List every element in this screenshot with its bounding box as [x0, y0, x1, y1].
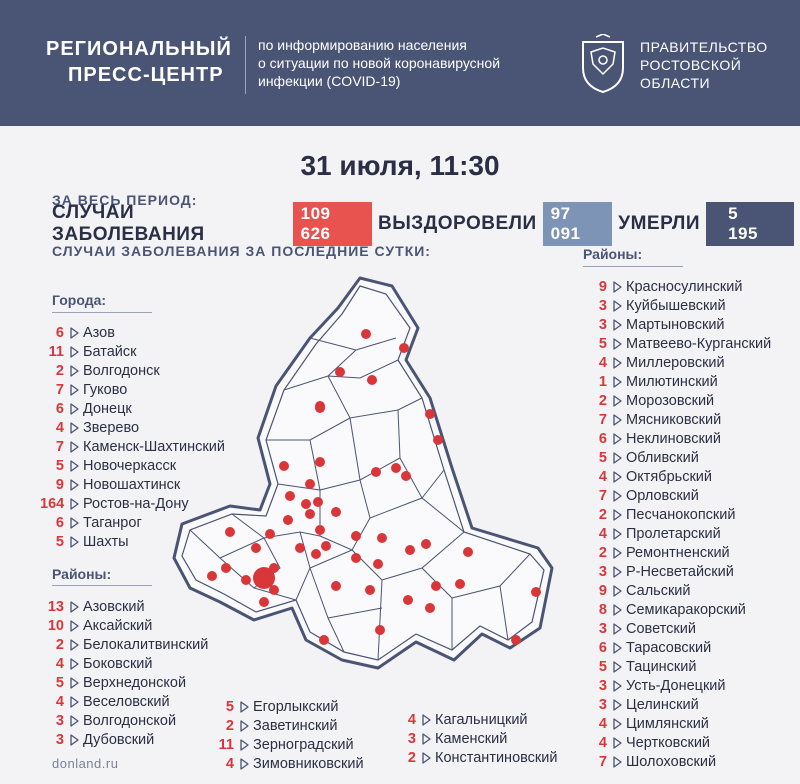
chevron-right-icon: [613, 490, 622, 502]
case-dot: [295, 543, 305, 553]
coat-of-arms-icon: [578, 34, 628, 94]
cities-underline: [52, 312, 152, 313]
case-dot: [399, 343, 409, 353]
district-row: [40, 730, 208, 749]
district-row: [583, 714, 771, 733]
chevron-right-icon: [70, 346, 79, 358]
chevron-right-icon: [613, 623, 622, 635]
case-count: 9: [598, 582, 607, 599]
place-name: Шолоховский: [626, 753, 717, 770]
case-count: 13: [47, 598, 64, 615]
place-name: Кагальницкий: [435, 711, 528, 728]
case-count: 7: [598, 753, 607, 770]
chevron-right-icon: [240, 720, 249, 732]
case-dot: [321, 541, 331, 551]
report-date: 31 июля, 11:30: [300, 150, 500, 181]
case-count: 2: [598, 392, 607, 409]
place-name: Октябрьский: [626, 468, 712, 485]
place-name: Усть-Донецкий: [626, 677, 726, 694]
chevron-right-icon: [613, 433, 622, 445]
districts-underline-right: [583, 266, 683, 267]
case-dot: [391, 463, 401, 473]
district-row: [583, 410, 771, 429]
place-name: Морозовский: [626, 392, 715, 409]
case-count: 4: [407, 711, 416, 728]
cases-value: 109 626: [293, 202, 372, 246]
died-value: 5 195: [706, 202, 794, 246]
case-count: 4: [598, 525, 607, 542]
chevron-right-icon: [613, 737, 622, 749]
totals-row: [52, 202, 800, 245]
district-row: [210, 716, 364, 735]
place-name: Матвеево-Курганский: [626, 335, 772, 352]
chevron-right-icon: [422, 714, 431, 726]
district-row: [583, 486, 771, 505]
district-row: [40, 711, 208, 730]
district-row: [583, 296, 771, 315]
place-name: Семикаракорский: [626, 601, 746, 618]
place-name: Орловский: [626, 487, 699, 504]
case-count: 7: [598, 487, 607, 504]
place-name: Донецк: [83, 400, 132, 417]
chevron-right-icon: [613, 547, 622, 559]
case-count: 4: [55, 655, 64, 672]
place-name: Веселовский: [83, 693, 170, 710]
districts-list-right: [583, 277, 771, 771]
place-name: Белокалитвинский: [83, 636, 209, 653]
chevron-right-icon: [70, 384, 79, 396]
case-dot: [207, 571, 217, 581]
case-dot: [425, 603, 435, 613]
chevron-right-icon: [613, 414, 622, 426]
chevron-right-icon: [613, 357, 622, 369]
case-count: 4: [55, 693, 64, 710]
district-row: [583, 543, 771, 562]
press-center-subtitle: ПРЕСС-ЦЕНТР: [68, 64, 224, 86]
case-dot: [331, 581, 341, 591]
case-count: 2: [598, 544, 607, 561]
chevron-right-icon: [70, 365, 79, 377]
districts-label-right: Районы:: [583, 246, 643, 262]
chevron-right-icon: [240, 739, 249, 751]
case-count: 2: [598, 506, 607, 523]
case-dot: [305, 479, 315, 489]
place-name: Волгодонск: [83, 362, 160, 379]
chevron-right-icon: [613, 376, 622, 388]
place-name: Целинский: [626, 696, 699, 713]
district-row: [583, 334, 771, 353]
place-name: Новошахтинск: [83, 476, 181, 493]
district-row: [583, 657, 771, 676]
place-name: Тацинский: [626, 658, 697, 675]
case-dot: [365, 585, 375, 595]
case-dot: [301, 499, 311, 509]
districts-list-mid2: [392, 710, 557, 767]
chevron-right-icon: [613, 585, 622, 597]
place-name: Ростов-на-Дону: [83, 495, 189, 512]
case-count: 4: [598, 734, 607, 751]
place-name: Обливский: [626, 449, 699, 466]
case-count: 3: [55, 712, 64, 729]
place-name: Зверево: [83, 419, 140, 436]
district-row: [583, 372, 771, 391]
district-row: [583, 429, 771, 448]
district-row: [583, 562, 771, 581]
case-dot: [531, 587, 541, 597]
case-dot: [361, 329, 371, 339]
case-dot: [373, 559, 383, 569]
case-dot: [259, 597, 269, 607]
district-row: [583, 581, 771, 600]
district-row: [583, 638, 771, 657]
place-name: Миллеровский: [626, 354, 725, 371]
place-name: Азов: [83, 324, 115, 341]
chevron-right-icon: [422, 733, 431, 745]
chevron-right-icon: [613, 471, 622, 483]
press-center-title: РЕГИОНАЛЬНЫЙ: [46, 38, 232, 60]
place-name: Батайск: [83, 343, 137, 360]
chevron-right-icon: [70, 658, 79, 670]
chevron-right-icon: [70, 441, 79, 453]
case-count: 164: [40, 495, 65, 512]
district-row: [583, 752, 771, 771]
place-name: Песчанокопский: [626, 506, 736, 523]
district-row: [210, 697, 364, 716]
districts-label-left: Районы:: [52, 566, 112, 582]
case-count: 3: [598, 563, 607, 580]
case-count: 5: [55, 674, 64, 691]
place-name: Цимлянский: [626, 715, 709, 732]
chevron-right-icon: [613, 338, 622, 350]
case-count: 4: [598, 468, 607, 485]
case-dot: [463, 547, 473, 557]
gov-line: ПРАВИТЕЛЬСТВО: [640, 39, 768, 55]
case-dot: [375, 625, 385, 635]
rostov-case-dot: [253, 567, 275, 589]
header-banner: [0, 0, 800, 126]
place-name: Каменск-Шахтинский: [83, 438, 225, 455]
place-name: Верхнедонской: [83, 674, 187, 691]
case-dot: [283, 515, 293, 525]
chevron-right-icon: [613, 528, 622, 540]
place-name: Пролетарский: [626, 525, 721, 542]
place-name: Новочеркасск: [83, 457, 177, 474]
cases-label: СЛУЧАИ ЗАБОЛЕВАНИЯ: [52, 202, 205, 245]
chevron-right-icon: [613, 661, 622, 673]
case-count: 5: [55, 457, 64, 474]
case-dot: [265, 529, 275, 539]
place-name: Зерноградский: [253, 736, 354, 753]
case-count: 7: [55, 438, 64, 455]
district-row: [583, 448, 771, 467]
chevron-right-icon: [70, 601, 79, 613]
case-dot: [421, 539, 431, 549]
place-name: Азовский: [83, 598, 145, 615]
case-count: 3: [598, 297, 607, 314]
case-count: 7: [598, 411, 607, 428]
chevron-right-icon: [70, 677, 79, 689]
case-count: 9: [55, 476, 64, 493]
chevron-right-icon: [70, 422, 79, 434]
place-name: Егорлыкский: [253, 698, 339, 715]
case-count: 6: [55, 400, 64, 417]
case-count: 7: [55, 381, 64, 398]
place-name: Мясниковский: [626, 411, 722, 428]
case-count: 11: [48, 343, 64, 360]
case-dot: [225, 527, 235, 537]
case-count: 5: [598, 335, 607, 352]
district-row: [583, 391, 771, 410]
chevron-right-icon: [70, 696, 79, 708]
header-desc-line: по информированию населения: [258, 37, 467, 53]
site-footer: donland.ru: [52, 756, 119, 771]
last-day-label: СЛУЧАИ ЗАБОЛЕВАНИЯ ЗА ПОСЛЕДНИЕ СУТКИ:: [52, 243, 431, 259]
place-name: Аксайский: [83, 617, 153, 634]
place-name: Волгодонской: [83, 712, 177, 729]
chevron-right-icon: [613, 395, 622, 407]
case-dot: [367, 375, 377, 385]
case-count: 3: [598, 316, 607, 333]
place-name: Зимовниковский: [253, 755, 364, 772]
place-name: Р-Несветайский: [626, 563, 734, 580]
place-name: Тарасовский: [626, 639, 712, 656]
case-count: 10: [47, 617, 64, 634]
case-count: 2: [55, 362, 64, 379]
case-dot: [455, 579, 465, 589]
died-label: УМЕРЛИ: [618, 213, 701, 234]
cities-label: Города:: [52, 292, 107, 308]
district-row: [583, 619, 771, 638]
case-count: 3: [598, 677, 607, 694]
chevron-right-icon: [240, 701, 249, 713]
case-dot: [377, 533, 387, 543]
case-dot: [511, 635, 521, 645]
case-count: 3: [598, 696, 607, 713]
chevron-right-icon: [613, 604, 622, 616]
case-dot: [425, 409, 435, 419]
case-count: 2: [407, 749, 416, 766]
chevron-right-icon: [70, 734, 79, 746]
case-count: 1: [598, 373, 607, 390]
header-divider: [245, 36, 246, 94]
case-dot: [319, 635, 329, 645]
district-row: [583, 676, 771, 695]
chevron-right-icon: [70, 639, 79, 651]
district-row: [583, 353, 771, 372]
place-name: Сальский: [626, 582, 691, 599]
place-name: Куйбышевский: [626, 297, 726, 314]
case-count: 3: [55, 731, 64, 748]
case-dot: [313, 497, 323, 507]
chevron-right-icon: [422, 752, 431, 764]
case-count: 6: [55, 514, 64, 531]
chevron-right-icon: [613, 756, 622, 768]
place-name: Неклиновский: [626, 430, 722, 447]
header-description: [258, 36, 558, 90]
chevron-right-icon: [613, 642, 622, 654]
district-row: [583, 467, 771, 486]
place-name: Мартыновский: [626, 316, 725, 333]
case-dot: [351, 553, 361, 563]
district-row: [583, 277, 771, 296]
case-count: 4: [598, 715, 607, 732]
case-dot: [401, 471, 411, 481]
chevron-right-icon: [70, 517, 79, 529]
chevron-right-icon: [70, 715, 79, 727]
case-dot: [251, 543, 261, 553]
case-count: 4: [225, 755, 234, 772]
recovered-value: 97 091: [543, 202, 613, 246]
district-row: [392, 748, 557, 767]
case-count: 3: [598, 620, 607, 637]
case-count: 4: [55, 419, 64, 436]
place-name: Советский: [626, 620, 696, 637]
place-name: Константиновский: [435, 749, 558, 766]
place-name: Заветинский: [253, 717, 338, 734]
gov-line: ОБЛАСТИ: [640, 75, 711, 91]
chevron-right-icon: [613, 680, 622, 692]
case-count: 8: [598, 601, 607, 618]
place-name: Чертковский: [626, 734, 711, 751]
gov-line: РОСТОВСКОЙ: [640, 57, 742, 73]
district-row: [583, 600, 771, 619]
case-count: 5: [598, 658, 607, 675]
case-count: 6: [598, 639, 607, 656]
case-count: 6: [55, 324, 64, 341]
case-count: 4: [598, 354, 607, 371]
government-label: [640, 38, 768, 92]
case-dot: [351, 531, 361, 541]
case-dot: [433, 435, 443, 445]
case-dot: [315, 457, 325, 467]
case-dot: [315, 525, 325, 535]
header-desc-line: о ситуации по новой коронавирусной: [258, 55, 501, 71]
place-name: Боковский: [83, 655, 153, 672]
place-name: Дубовский: [83, 731, 155, 748]
case-count: 5: [225, 698, 234, 715]
district-row: [392, 729, 557, 748]
district-row: [40, 692, 208, 711]
case-dot: [221, 563, 231, 573]
district-row: [392, 710, 557, 729]
chevron-right-icon: [613, 566, 622, 578]
district-row: [210, 735, 364, 754]
chevron-right-icon: [70, 460, 79, 472]
case-dot: [311, 549, 321, 559]
case-count: 5: [55, 533, 64, 550]
district-row: [210, 754, 364, 773]
place-name: Красносулинский: [626, 278, 743, 295]
case-dot: [335, 367, 345, 377]
chevron-right-icon: [70, 403, 79, 415]
place-name: Милютинский: [626, 373, 718, 390]
place-name: Шахты: [83, 533, 129, 550]
chevron-right-icon: [70, 498, 79, 510]
case-count: 6: [598, 430, 607, 447]
case-count: 2: [225, 717, 234, 734]
case-dot: [285, 491, 295, 501]
chevron-right-icon: [613, 509, 622, 521]
district-row: [583, 315, 771, 334]
case-dot: [331, 507, 341, 517]
districts-list-mid1: [210, 697, 364, 773]
header-desc-line: инфекции (COVID-19): [258, 73, 401, 89]
chevron-right-icon: [240, 758, 249, 770]
chevron-right-icon: [70, 327, 79, 339]
chevron-right-icon: [613, 699, 622, 711]
case-dot: [315, 403, 325, 413]
district-row: [583, 733, 771, 752]
recovered-label: ВЫЗДОРОВЕЛИ: [377, 213, 537, 234]
case-dot: [371, 467, 381, 477]
case-count: 9: [598, 278, 607, 295]
chevron-right-icon: [70, 620, 79, 632]
period-label: ЗА ВЕСЬ ПЕРИОД:: [52, 192, 198, 208]
case-count: 5: [598, 449, 607, 466]
district-row: [583, 524, 771, 543]
case-count: 3: [407, 730, 416, 747]
chevron-right-icon: [613, 300, 622, 312]
case-dot: [403, 595, 413, 605]
case-dot: [279, 461, 289, 471]
case-dot: [405, 545, 415, 555]
place-name: Каменский: [435, 730, 508, 747]
districts-underline-left: [52, 585, 152, 586]
chevron-right-icon: [613, 319, 622, 331]
case-dot: [431, 581, 441, 591]
chevron-right-icon: [70, 536, 79, 548]
place-name: Гуково: [83, 381, 128, 398]
place-name: Таганрог: [83, 514, 142, 531]
district-row: [583, 505, 771, 524]
case-count: 11: [218, 736, 234, 753]
region-map: [160, 268, 580, 688]
place-name: Ремонтненский: [626, 544, 730, 561]
chevron-right-icon: [70, 479, 79, 491]
case-dot: [305, 509, 315, 519]
case-count: 2: [55, 636, 64, 653]
case-dot: [241, 575, 251, 585]
chevron-right-icon: [613, 452, 622, 464]
chevron-right-icon: [613, 718, 622, 730]
district-row: [583, 695, 771, 714]
chevron-right-icon: [613, 281, 622, 293]
